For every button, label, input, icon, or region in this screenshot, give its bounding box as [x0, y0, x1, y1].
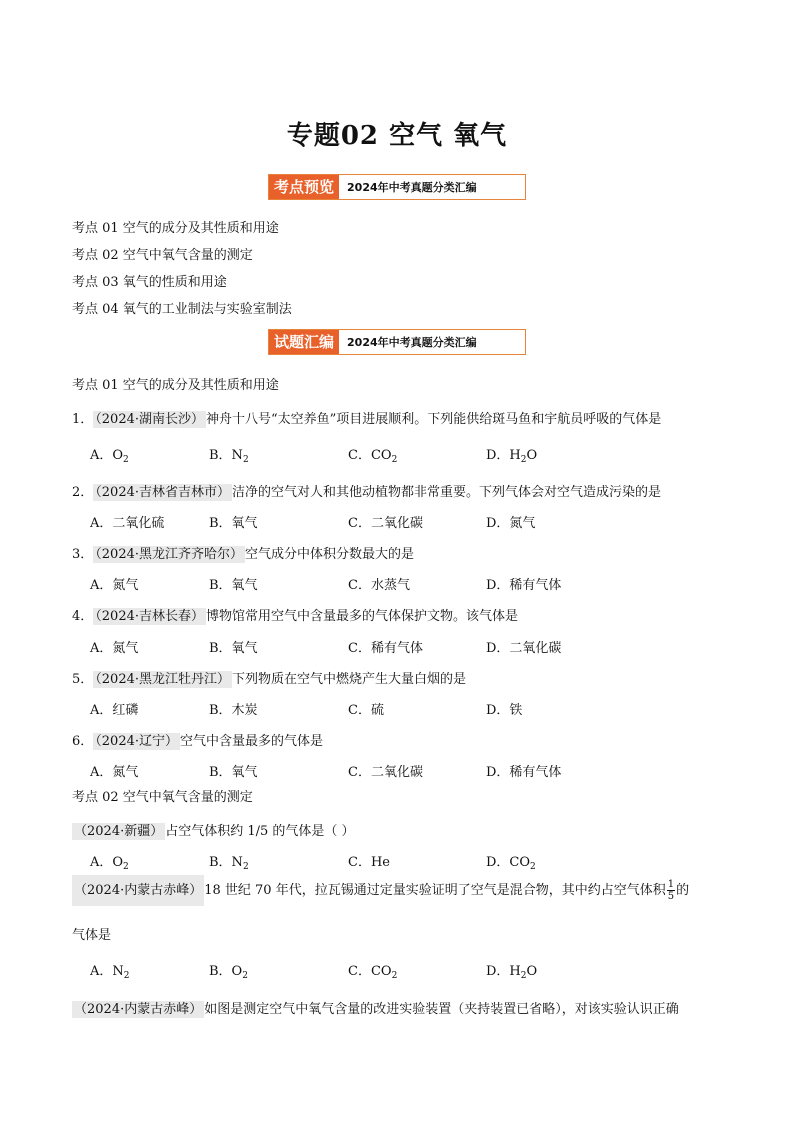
option-d: D．稀有气体: [486, 765, 562, 780]
question-6: [72, 730, 323, 749]
question-text: 神舟十八号“太空养鱼”项目进展顺利。下列能供给斑马鱼和宇航员呼吸的气体是: [206, 412, 662, 427]
question-number: 1．: [72, 412, 94, 427]
question-text: 空气成分中体积分数最大的是: [245, 547, 415, 562]
question-text: 下列物质在空气中燃烧产生大量白烟的是: [232, 672, 467, 687]
option-a: A．二氧化硫: [90, 516, 165, 531]
option-c: C．二氧化碳: [348, 516, 423, 531]
question-2: [72, 481, 661, 500]
question-text: 如图是测定空气中氧气含量的改进实验装置（夹持装置已省略），对该实验认识正确: [204, 1002, 679, 1017]
option-c: C．$CO_2$: [348, 964, 398, 981]
option-c: C．水蒸气: [348, 578, 410, 593]
option-b: B．$N_2$: [209, 448, 249, 465]
question-4: [72, 605, 518, 624]
option-c: C．He: [348, 855, 390, 870]
option-c: C．稀有气体: [348, 641, 423, 656]
option-d: D．二氧化碳: [486, 641, 562, 656]
option-d: D．稀有气体: [486, 578, 562, 593]
option-b: B．$O_2$: [209, 964, 248, 981]
option-d: D．$H_2O$: [486, 964, 538, 981]
option-c: C．二氧化碳: [348, 765, 423, 780]
question-7: [72, 820, 355, 839]
question-source: （2024·辽宁）: [95, 734, 178, 749]
option-b: B．$N_2$: [209, 855, 249, 872]
option-a: A．$N_2$: [90, 964, 130, 981]
question-source: （2024·内蒙古赤峰）: [74, 1002, 203, 1017]
question-source: （2024·黑龙江牡丹江）: [95, 672, 230, 687]
question-1: [72, 408, 661, 427]
question-5: [72, 668, 466, 687]
question-source: （2024·黑龙江齐齐哈尔）: [95, 547, 243, 562]
option-d: D．氮气: [486, 516, 536, 531]
banner-subtitle: 2024年中考真题分类汇编: [347, 181, 477, 194]
question-3: [72, 543, 414, 562]
option-a: A．氮气: [90, 641, 139, 656]
question-text-continued: 气体是: [72, 928, 112, 943]
option-c: C．$CO_2$: [348, 448, 398, 465]
question-8: （2024·内蒙古赤峰） 18 世纪 70 年代，拉瓦锡通过定量实验证明了空气是混合物，其中约占空气体积 $\frac{1}{5}$ 的: [72, 879, 689, 902]
question-text: 空气中含量最多的气体是: [180, 734, 324, 749]
question-number: 2．: [72, 485, 94, 500]
question-number: 4．: [72, 609, 94, 624]
option-d: D．$H_2O$: [486, 448, 538, 465]
question-source: （2024·吉林省吉林市）: [95, 485, 230, 500]
banner-tag: 试题汇编: [269, 330, 339, 354]
option-a: A．氮气: [90, 578, 139, 593]
question-number: 6．: [72, 734, 94, 749]
question-source: （2024·新疆）: [74, 824, 164, 839]
toc-item: 考点 02 空气中氧气含量的测定: [72, 248, 253, 263]
question-text: 18 世纪 70 年代，拉瓦锡通过定量实验证明了空气是混合物，其中约占空气体积: [204, 883, 666, 898]
question-text: 博物馆常用空气中含量最多的气体保护文物。该气体是: [206, 609, 519, 624]
question-number: 3．: [72, 547, 94, 562]
option-a: A．红磷: [90, 703, 139, 718]
option-c: C．硫: [348, 703, 384, 718]
option-b: B．氧气: [209, 516, 258, 531]
section-heading: 考点 02 空气中氧气含量的测定: [72, 790, 253, 805]
question-text: 洁净的空气对人和其他动植物都非常重要。下列气体会对空气造成污染的是: [232, 485, 662, 500]
section-banner-preview: [268, 174, 526, 200]
question-source: （2024·湖南长沙）: [95, 412, 204, 427]
option-b: B．氧气: [209, 578, 258, 593]
banner-tag: 考点预览: [269, 175, 339, 199]
option-a: A．$O_2$: [90, 855, 129, 872]
option-a: A．$O_2$: [90, 448, 129, 465]
toc-item: 考点 04 氧气的工业制法与实验室制法: [72, 302, 292, 317]
option-b: B．氧气: [209, 765, 258, 780]
question-text: 占空气体积约 1/5 的气体是（ ）: [165, 824, 355, 839]
page-title: 专题02 空气 氧气: [286, 121, 508, 151]
option-d: D．铁: [486, 703, 523, 718]
question-source: （2024·吉林长春）: [95, 609, 204, 624]
section-banner-questions: [268, 329, 526, 355]
toc-item: 考点 01 空气的成分及其性质和用途: [72, 221, 279, 236]
option-d: D．$CO_2$: [486, 855, 536, 872]
question-9: [72, 998, 679, 1017]
question-number: 5．: [72, 672, 94, 687]
fraction: $\frac{1}{5}$: [667, 879, 675, 902]
option-b: B．木炭: [209, 703, 258, 718]
option-b: B．氧气: [209, 641, 258, 656]
question-source: （2024·内蒙古赤峰）: [72, 875, 204, 906]
toc-item: 考点 03 氧气的性质和用途: [72, 275, 227, 290]
banner-subtitle: 2024年中考真题分类汇编: [347, 336, 477, 349]
option-a: A．氮气: [90, 765, 139, 780]
section-heading: 考点 01 空气的成分及其性质和用途: [72, 378, 279, 393]
